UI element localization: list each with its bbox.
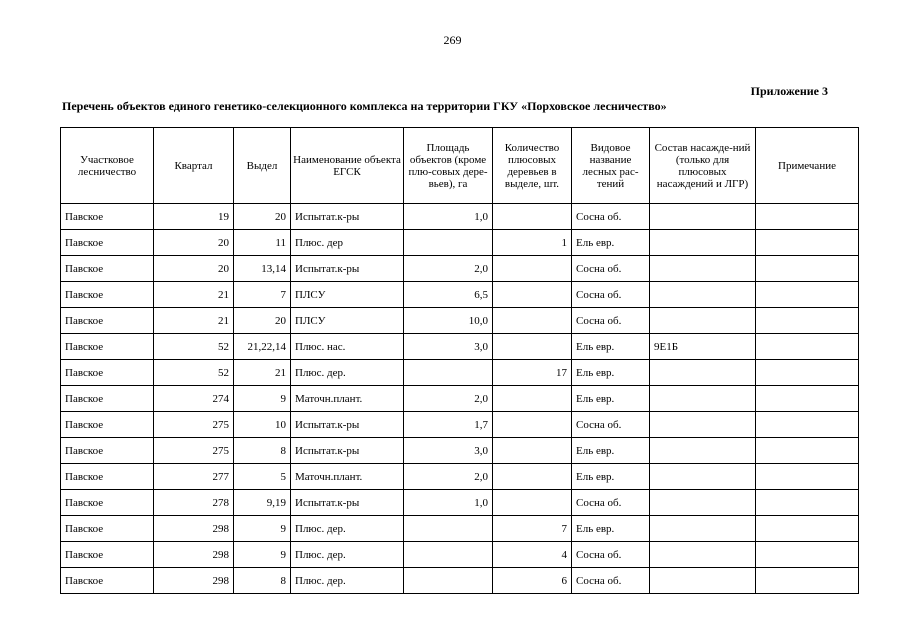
- cell-object-name: Испытат.к-ры: [291, 412, 404, 438]
- cell-allotment: 9: [234, 516, 291, 542]
- cell-note: [756, 490, 859, 516]
- cell-species: Ель евр.: [572, 438, 650, 464]
- cell-area: 2,0: [404, 256, 493, 282]
- header-cell-note: Примечание: [756, 128, 859, 204]
- cell-composition: [650, 230, 756, 256]
- cell-object-name: Испытат.к-ры: [291, 256, 404, 282]
- cell-composition: [650, 204, 756, 230]
- document-title: Перечень объектов единого генетико-селекционного комплекса на территории ГКУ «Порховское лесничество»: [62, 99, 667, 113]
- cell-quarter: 298: [154, 542, 234, 568]
- cell-plus-trees-count: [493, 334, 572, 360]
- cell-composition: [650, 282, 756, 308]
- cell-object-name: ПЛСУ: [291, 282, 404, 308]
- cell-species: Сосна об.: [572, 282, 650, 308]
- cell-quarter: 20: [154, 230, 234, 256]
- cell-quarter: 21: [154, 308, 234, 334]
- table-body: [61, 204, 859, 594]
- cell-quarter: 298: [154, 568, 234, 594]
- header-cell-species: Видовое название лесных рас-тений: [572, 128, 650, 204]
- table-row: [61, 464, 859, 490]
- cell-object-name: Испытат.к-ры: [291, 204, 404, 230]
- cell-object-name: ПЛСУ: [291, 308, 404, 334]
- cell-area: 2,0: [404, 386, 493, 412]
- cell-species: Ель евр.: [572, 464, 650, 490]
- cell-composition: [650, 256, 756, 282]
- cell-composition: [650, 516, 756, 542]
- cell-area: 2,0: [404, 464, 493, 490]
- cell-allotment: 9,19: [234, 490, 291, 516]
- cell-plus-trees-count: 1: [493, 230, 572, 256]
- cell-allotment: 20: [234, 204, 291, 230]
- table-row: [61, 334, 859, 360]
- cell-composition: [650, 412, 756, 438]
- cell-area: [404, 360, 493, 386]
- header-cell-composition: Состав насажде-ний (только для плюсовых насаждений и ЛГР): [650, 128, 756, 204]
- cell-object-name: Испытат.к-ры: [291, 438, 404, 464]
- cell-note: [756, 568, 859, 594]
- cell-species: Сосна об.: [572, 204, 650, 230]
- table-row: [61, 308, 859, 334]
- cell-forestry: Павское: [61, 204, 154, 230]
- cell-forestry: Павское: [61, 464, 154, 490]
- cell-area: 1,0: [404, 490, 493, 516]
- table-row: [61, 568, 859, 594]
- cell-note: [756, 308, 859, 334]
- table-row: [61, 516, 859, 542]
- header-cell-allotment: Выдел: [234, 128, 291, 204]
- cell-forestry: Павское: [61, 386, 154, 412]
- cell-area: [404, 542, 493, 568]
- cell-area: 1,7: [404, 412, 493, 438]
- cell-plus-trees-count: [493, 464, 572, 490]
- cell-quarter: 52: [154, 360, 234, 386]
- cell-species: Сосна об.: [572, 308, 650, 334]
- cell-plus-trees-count: 6: [493, 568, 572, 594]
- cell-composition: [650, 438, 756, 464]
- cell-note: [756, 516, 859, 542]
- cell-plus-trees-count: 7: [493, 516, 572, 542]
- cell-forestry: Павское: [61, 568, 154, 594]
- cell-object-name: Маточн.плант.: [291, 386, 404, 412]
- cell-quarter: 21: [154, 282, 234, 308]
- cell-allotment: 13,14: [234, 256, 291, 282]
- cell-quarter: 298: [154, 516, 234, 542]
- cell-species: Сосна об.: [572, 490, 650, 516]
- cell-note: [756, 230, 859, 256]
- cell-area: 3,0: [404, 334, 493, 360]
- cell-allotment: 8: [234, 438, 291, 464]
- cell-area: 10,0: [404, 308, 493, 334]
- cell-plus-trees-count: [493, 282, 572, 308]
- cell-species: Ель евр.: [572, 230, 650, 256]
- cell-plus-trees-count: [493, 438, 572, 464]
- cell-species: Ель евр.: [572, 386, 650, 412]
- cell-forestry: Павское: [61, 308, 154, 334]
- cell-object-name: Испытат.к-ры: [291, 490, 404, 516]
- page-number: 269: [443, 33, 462, 47]
- cell-allotment: 9: [234, 542, 291, 568]
- cell-note: [756, 464, 859, 490]
- cell-area: 3,0: [404, 438, 493, 464]
- cell-composition: [650, 360, 756, 386]
- table-header: [61, 128, 859, 204]
- cell-object-name: Плюс. дер.: [291, 568, 404, 594]
- cell-species: Сосна об.: [572, 412, 650, 438]
- appendix-label: Приложение 3: [750, 84, 828, 98]
- cell-note: [756, 438, 859, 464]
- cell-forestry: Павское: [61, 542, 154, 568]
- cell-forestry: Павское: [61, 412, 154, 438]
- cell-allotment: 8: [234, 568, 291, 594]
- cell-composition: [650, 308, 756, 334]
- cell-object-name: Маточн.плант.: [291, 464, 404, 490]
- cell-allotment: 21,22,14: [234, 334, 291, 360]
- cell-note: [756, 386, 859, 412]
- cell-object-name: Плюс. нас.: [291, 334, 404, 360]
- cell-plus-trees-count: 17: [493, 360, 572, 386]
- cell-allotment: 10: [234, 412, 291, 438]
- header-cell-quarter: Квартал: [154, 128, 234, 204]
- table-row: [61, 490, 859, 516]
- cell-area: 1,0: [404, 204, 493, 230]
- cell-area: [404, 568, 493, 594]
- cell-quarter: 20: [154, 256, 234, 282]
- cell-quarter: 275: [154, 412, 234, 438]
- cell-note: [756, 204, 859, 230]
- cell-quarter: 278: [154, 490, 234, 516]
- header-cell-plus-trees-count: Количество плюсовых деревьев в выделе, шт.: [493, 128, 572, 204]
- cell-allotment: 21: [234, 360, 291, 386]
- cell-allotment: 5: [234, 464, 291, 490]
- cell-species: Сосна об.: [572, 256, 650, 282]
- cell-note: [756, 256, 859, 282]
- cell-quarter: 277: [154, 464, 234, 490]
- table-row: [61, 542, 859, 568]
- cell-quarter: 52: [154, 334, 234, 360]
- table-row: [61, 438, 859, 464]
- cell-composition: [650, 386, 756, 412]
- cell-forestry: Павское: [61, 334, 154, 360]
- table-row: [61, 386, 859, 412]
- cell-allotment: 20: [234, 308, 291, 334]
- cell-plus-trees-count: 4: [493, 542, 572, 568]
- cell-composition: [650, 568, 756, 594]
- cell-forestry: Павское: [61, 516, 154, 542]
- cell-note: [756, 412, 859, 438]
- header-cell-area: Площадь объектов (кроме плю-совых дере-вьев), га: [404, 128, 493, 204]
- table-row: [61, 360, 859, 386]
- cell-quarter: 19: [154, 204, 234, 230]
- cell-forestry: Павское: [61, 282, 154, 308]
- table-row: [61, 282, 859, 308]
- table-row: [61, 204, 859, 230]
- cell-object-name: Плюс. дер.: [291, 516, 404, 542]
- header-cell-object-name: Наименование объекта ЕГСК: [291, 128, 404, 204]
- cell-plus-trees-count: [493, 256, 572, 282]
- cell-object-name: Плюс. дер.: [291, 542, 404, 568]
- cell-note: [756, 334, 859, 360]
- cell-composition: [650, 490, 756, 516]
- cell-plus-trees-count: [493, 412, 572, 438]
- cell-composition: 9Е1Б: [650, 334, 756, 360]
- cell-forestry: Павское: [61, 256, 154, 282]
- cell-quarter: 274: [154, 386, 234, 412]
- table-row: [61, 412, 859, 438]
- cell-object-name: Плюс. дер: [291, 230, 404, 256]
- cell-note: [756, 542, 859, 568]
- cell-species: Ель евр.: [572, 516, 650, 542]
- cell-forestry: Павское: [61, 230, 154, 256]
- cell-forestry: Павское: [61, 360, 154, 386]
- cell-plus-trees-count: [493, 204, 572, 230]
- cell-allotment: 11: [234, 230, 291, 256]
- cell-allotment: 9: [234, 386, 291, 412]
- header-cell-forestry: Участковое лесничество: [61, 128, 154, 204]
- cell-quarter: 275: [154, 438, 234, 464]
- cell-plus-trees-count: [493, 308, 572, 334]
- cell-plus-trees-count: [493, 490, 572, 516]
- cell-allotment: 7: [234, 282, 291, 308]
- cell-composition: [650, 464, 756, 490]
- cell-note: [756, 360, 859, 386]
- egsk-objects-table: [60, 127, 859, 594]
- header-row: [61, 128, 859, 204]
- cell-area: [404, 230, 493, 256]
- cell-forestry: Павское: [61, 438, 154, 464]
- cell-note: [756, 282, 859, 308]
- table-row: [61, 230, 859, 256]
- cell-composition: [650, 542, 756, 568]
- cell-plus-trees-count: [493, 386, 572, 412]
- cell-species: Ель евр.: [572, 360, 650, 386]
- cell-species: Сосна об.: [572, 568, 650, 594]
- cell-area: [404, 516, 493, 542]
- cell-area: 6,5: [404, 282, 493, 308]
- table-row: [61, 256, 859, 282]
- cell-object-name: Плюс. дер.: [291, 360, 404, 386]
- cell-forestry: Павское: [61, 490, 154, 516]
- cell-species: Сосна об.: [572, 542, 650, 568]
- cell-species: Ель евр.: [572, 334, 650, 360]
